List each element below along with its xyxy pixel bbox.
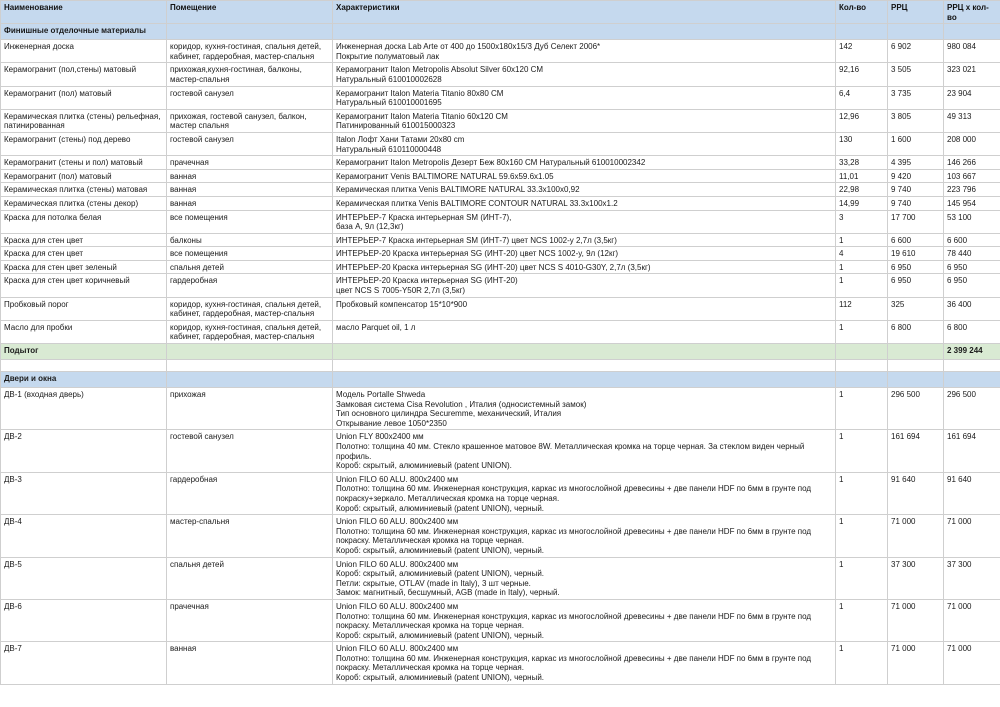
- cell-spec[interactable]: Union FILO 60 ALU. 800x2400 мм Полотно: толщина 60 мм. Инженерная конструкция, каркас из многослойной древесины + две панели HDF по 6мм в грунте под покраску. Металлическая кромка на торце черная. Короб: скрытый, алюминиевый (patent UNION), черный.: [333, 515, 836, 557]
- cell-room[interactable]: ванная: [167, 642, 333, 684]
- cell-name[interactable]: Керамогранит (пол) матовый: [1, 86, 167, 109]
- subtotal-value[interactable]: 2 399 244: [944, 344, 1000, 360]
- cell-name[interactable]: Керамическая плитка (стены) рельефная, патинированная: [1, 109, 167, 132]
- cell-qty[interactable]: 1: [836, 599, 888, 641]
- cell-spec[interactable]: Union FILO 60 ALU. 800x2400 мм Полотно: толщина 60 мм. Инженерная конструкция, каркас из многослойной древесины + две панели HDF по 6мм в грунте под покраску. Металлическая кромка на торце черная. Короб: скрытый, алюминиевый (patent UNION), черный.: [333, 599, 836, 641]
- cell-qty[interactable]: 1: [836, 515, 888, 557]
- cell-total[interactable]: 145 954: [944, 196, 1000, 210]
- table-row: [1, 642, 1000, 684]
- cell-name[interactable]: Керамическая плитка (стены) матовая: [1, 183, 167, 197]
- cell-room[interactable]: прачечная: [167, 156, 333, 170]
- cell-name[interactable]: ДВ-5: [1, 557, 167, 599]
- cell-total[interactable]: 323 021: [944, 63, 1000, 86]
- cell-name[interactable]: Краска для стен цвет: [1, 233, 167, 247]
- cell-room[interactable]: прачечная: [167, 599, 333, 641]
- cell-spec[interactable]: ИНТЕРЬЕР-7 Краска интерьерная SM (ИНТ-7), база А, 9л (12,3кг): [333, 210, 836, 233]
- cell-spec[interactable]: Union FILO 60 ALU. 800x2400 мм Полотно: толщина 60 мм. Инженерная конструкция, каркас из многослойной древесины + две панели HDF по 6мм в грунте под покраску+зеркало. Металлическая кромка на торце черная. Короб: скрытый, алюминиевый (patent UNION), черный.: [333, 472, 836, 514]
- cell-price[interactable]: 3 805: [888, 109, 944, 132]
- cell-room[interactable]: ванная: [167, 183, 333, 197]
- table-row: [1, 169, 1000, 183]
- table-row: [1, 430, 1000, 472]
- cell-total[interactable]: 71 000: [944, 515, 1000, 557]
- cell-total[interactable]: 146 266: [944, 156, 1000, 170]
- cell-price[interactable]: 296 500: [888, 388, 944, 430]
- cell-price[interactable]: 9 740: [888, 196, 944, 210]
- table-row: [1, 260, 1000, 274]
- cell-spec[interactable]: Керамическая плитка Venis BALTIMORE NATURAL 33.3x100x0,92: [333, 183, 836, 197]
- cell-price[interactable]: 161 694: [888, 430, 944, 472]
- section-doors-windows: [1, 372, 1000, 388]
- cell-price[interactable]: 3 505: [888, 63, 944, 86]
- table-row: [1, 183, 1000, 197]
- cell-spec[interactable]: ИНТЕРЬЕР-20 Краска интерьерная SG (ИНТ-20) цвет NCS S 4010-G30Y, 2,7л (3,5кг): [333, 260, 836, 274]
- cell-price[interactable]: 9 420: [888, 169, 944, 183]
- cell-name[interactable]: Керамогранит (стены) под дерево: [1, 132, 167, 155]
- cell-name[interactable]: Керамогранит (пол,стены) матовый: [1, 63, 167, 86]
- cell-qty[interactable]: 1: [836, 388, 888, 430]
- table-row: [1, 388, 1000, 430]
- subtotal-label[interactable]: Подытог: [1, 344, 167, 360]
- cell-qty[interactable]: 1: [836, 557, 888, 599]
- cell-qty[interactable]: 1: [836, 430, 888, 472]
- table-row: [1, 40, 1000, 63]
- cell-name[interactable]: Керамогранит (стены и пол) матовый: [1, 156, 167, 170]
- table-row: [1, 156, 1000, 170]
- cell-qty[interactable]: 92,16: [836, 63, 888, 86]
- cell-spec[interactable]: ИНТЕРЬЕР-7 Краска интерьерная SM (ИНТ-7) цвет NCS 1002-y 2,7л (3,5кг): [333, 233, 836, 247]
- header-spec[interactable]: Характеристики: [333, 1, 836, 24]
- cell-room[interactable]: коридор, кухня-гостиная, спальня детей, кабинет, гардеробная, мастер-спальня: [167, 40, 333, 63]
- cell-room[interactable]: все помещения: [167, 247, 333, 261]
- cell-price[interactable]: 4 395: [888, 156, 944, 170]
- cell-total[interactable]: 49 313: [944, 109, 1000, 132]
- cell-name[interactable]: Краска для потолка белая: [1, 210, 167, 233]
- cell-name[interactable]: Краска для стен цвет зеленый: [1, 260, 167, 274]
- header-qty[interactable]: Кол-во: [836, 1, 888, 24]
- cell-room[interactable]: балконы: [167, 233, 333, 247]
- header-price[interactable]: РРЦ: [888, 1, 944, 24]
- cell-total[interactable]: 103 667: [944, 169, 1000, 183]
- cell-total[interactable]: 223 796: [944, 183, 1000, 197]
- cell-total[interactable]: 296 500: [944, 388, 1000, 430]
- table-row: [1, 109, 1000, 132]
- cell-price[interactable]: 3 735: [888, 86, 944, 109]
- cell-total[interactable]: 36 400: [944, 297, 1000, 320]
- cell-qty[interactable]: 1: [836, 472, 888, 514]
- cell-spec[interactable]: Керамическая плитка Venis BALTIMORE CONTOUR NATURAL 33.3x100x1.2: [333, 196, 836, 210]
- cell-qty[interactable]: 3: [836, 210, 888, 233]
- cell-room[interactable]: коридор, кухня-гостиная, спальня детей, кабинет, гардеробная, мастер-спальня: [167, 297, 333, 320]
- cell-room[interactable]: прихожая,кухня-гостиная, балконы, мастер-спальня: [167, 63, 333, 86]
- table-row: [1, 63, 1000, 86]
- cell-total[interactable]: 71 000: [944, 599, 1000, 641]
- cell-name[interactable]: ДВ-3: [1, 472, 167, 514]
- cell-name[interactable]: Краска для стен цвет: [1, 247, 167, 261]
- section-title[interactable]: Двери и окна: [1, 372, 167, 388]
- cell-price[interactable]: 71 000: [888, 642, 944, 684]
- cell-spec[interactable]: ИНТЕРЬЕР-20 Краска интерьерная SG (ИНТ-20) цвет NCS S 7005-Y50R 2,7л (3,5кг): [333, 274, 836, 297]
- table-row: [1, 472, 1000, 514]
- cell-spec[interactable]: Пробковый компенсатор 15*10*900: [333, 297, 836, 320]
- cell-qty[interactable]: 130: [836, 132, 888, 155]
- cell-room[interactable]: спальня детей: [167, 260, 333, 274]
- cell-qty[interactable]: 1: [836, 274, 888, 297]
- cell-total[interactable]: 78 440: [944, 247, 1000, 261]
- table-row: [1, 233, 1000, 247]
- cell-qty[interactable]: 14,99: [836, 196, 888, 210]
- table-row: [1, 320, 1000, 343]
- table-row: [1, 86, 1000, 109]
- cell-price[interactable]: 325: [888, 297, 944, 320]
- cell-qty[interactable]: 4: [836, 247, 888, 261]
- cell-spec[interactable]: Union FILO 60 ALU. 800x2400 мм Полотно: толщина 60 мм. Инженерная конструкция, каркас из многослойной древесины + две панели HDF по 6мм в грунте под покраску. Металлическая кромка на торце черная. Короб: скрытый, алюминиевый (patent UNION), черный.: [333, 642, 836, 684]
- cell-spec[interactable]: Керамогранит Italon Metropolis Дезерт Беж 80x160 СМ Натуральный 610010002342: [333, 156, 836, 170]
- cell-qty[interactable]: 112: [836, 297, 888, 320]
- cell-total[interactable]: 37 300: [944, 557, 1000, 599]
- cell-spec[interactable]: Инженерная доска Lab Arte от 400 до 1500x180x15/3 Дуб Селект 2006* Покрытие полуматовый лак: [333, 40, 836, 63]
- cell-price[interactable]: 6 800: [888, 320, 944, 343]
- table-row: [1, 557, 1000, 599]
- cell-room[interactable]: гардеробная: [167, 472, 333, 514]
- subtotal-row: [1, 344, 1000, 360]
- table-row: [1, 515, 1000, 557]
- cell-price[interactable]: 37 300: [888, 557, 944, 599]
- cell-price[interactable]: 1 600: [888, 132, 944, 155]
- cell-room[interactable]: гостевой санузел: [167, 132, 333, 155]
- cell-price[interactable]: 6 600: [888, 233, 944, 247]
- cell-total[interactable]: 71 000: [944, 642, 1000, 684]
- cell-name[interactable]: Инженерная доска: [1, 40, 167, 63]
- cell-room[interactable]: спальня детей: [167, 557, 333, 599]
- cell-room[interactable]: прихожая, гостевой санузел, балкон, мастер спальня: [167, 109, 333, 132]
- cell-qty[interactable]: 33,28: [836, 156, 888, 170]
- cell-total[interactable]: 6 600: [944, 233, 1000, 247]
- table-row: [1, 210, 1000, 233]
- cell-qty[interactable]: 142: [836, 40, 888, 63]
- cell-price[interactable]: 91 640: [888, 472, 944, 514]
- cell-total[interactable]: 91 640: [944, 472, 1000, 514]
- table-row: [1, 132, 1000, 155]
- section-finishing-materials: [1, 24, 1000, 40]
- cell-room[interactable]: все помещения: [167, 210, 333, 233]
- cell-name[interactable]: ДВ-7: [1, 642, 167, 684]
- cell-qty[interactable]: 1: [836, 320, 888, 343]
- table-row: [1, 274, 1000, 297]
- cell-spec[interactable]: Union FLY 800x2400 мм Полотно: толщина 40 мм. Стекло крашенное матовое 8W. Металлическая кромка на торце черная. За стеклом виден черный профиль. Короб: скрытый, алюминиевый (patent UNION).: [333, 430, 836, 472]
- cell-name[interactable]: Краска для стен цвет коричневый: [1, 274, 167, 297]
- cell-spec[interactable]: Модель Portalle Shweda Замковая система Cisa Revolution , Италия (односистемный замок) Тип основного цилиндра Securemme, механический, Италия Открывание левое 1050*2350: [333, 388, 836, 430]
- cell-room[interactable]: мастер-спальня: [167, 515, 333, 557]
- cell-price[interactable]: 6 950: [888, 274, 944, 297]
- cell-total[interactable]: 161 694: [944, 430, 1000, 472]
- cell-total[interactable]: 53 100: [944, 210, 1000, 233]
- table-row: [1, 599, 1000, 641]
- cell-room[interactable]: гостевой санузел: [167, 430, 333, 472]
- cell-total[interactable]: 6 950: [944, 274, 1000, 297]
- table-row: [1, 196, 1000, 210]
- cell-spec[interactable]: ИНТЕРЬЕР-20 Краска интерьерная SG (ИНТ-20) цвет NCS 1002-y, 9л (12кг): [333, 247, 836, 261]
- header-row: [1, 1, 1000, 24]
- header-name[interactable]: Наименование: [1, 1, 167, 24]
- cell-name[interactable]: ДВ-2: [1, 430, 167, 472]
- cell-spec[interactable]: Italon Лофт Хани Татами 20x80 cm Натуральный 610110000448: [333, 132, 836, 155]
- cell-price[interactable]: 6 950: [888, 260, 944, 274]
- cell-total[interactable]: 208 000: [944, 132, 1000, 155]
- cell-room[interactable]: коридор, кухня-гостиная, спальня детей, кабинет, гардеробная, мастер-спальня: [167, 320, 333, 343]
- cell-qty[interactable]: 1: [836, 260, 888, 274]
- cell-price[interactable]: 71 000: [888, 599, 944, 641]
- header-room[interactable]: Помещение: [167, 1, 333, 24]
- cell-price[interactable]: 71 000: [888, 515, 944, 557]
- cell-spec[interactable]: Керамогранит Italon Materia Titanio 80x80 СМ Натуральный 610010001695: [333, 86, 836, 109]
- cell-room[interactable]: прихожая: [167, 388, 333, 430]
- cell-qty[interactable]: 6,4: [836, 86, 888, 109]
- cell-spec[interactable]: Керамогранит Venis BALTIMORE NATURAL 59.6x59.6x1.05: [333, 169, 836, 183]
- cell-price[interactable]: 19 610: [888, 247, 944, 261]
- cell-qty[interactable]: 12,96: [836, 109, 888, 132]
- cell-name[interactable]: Масло для пробки: [1, 320, 167, 343]
- cell-qty[interactable]: 1: [836, 642, 888, 684]
- cell-spec[interactable]: Union FILO 60 ALU. 800x2400 мм Короб: скрытый, алюминиевый (patent UNION), черный. Петли: скрытые, OTLAV (made in Italy), 3 шт черные. Замок: магнитный, бесшумный, AGB (made in Italy), черный.: [333, 557, 836, 599]
- cell-spec[interactable]: Керамогранит Italon Materia Titanio 60x120 СМ Патинированный 610015000323: [333, 109, 836, 132]
- cell-name[interactable]: ДВ-6: [1, 599, 167, 641]
- cell-room[interactable]: ванная: [167, 196, 333, 210]
- cell-qty[interactable]: 22,98: [836, 183, 888, 197]
- cell-name[interactable]: Пробковый порог: [1, 297, 167, 320]
- table-row: [1, 247, 1000, 261]
- cell-room[interactable]: гардеробная: [167, 274, 333, 297]
- blank-row: [1, 360, 1000, 372]
- cell-name[interactable]: Керамогранит (пол) матовый: [1, 169, 167, 183]
- cell-total[interactable]: 980 084: [944, 40, 1000, 63]
- cell-room[interactable]: гостевой санузел: [167, 86, 333, 109]
- cell-name[interactable]: ДВ-4: [1, 515, 167, 557]
- section-title[interactable]: Финишные отделочные материалы: [1, 24, 167, 40]
- cell-spec[interactable]: масло Parquet oil, 1 л: [333, 320, 836, 343]
- cell-qty[interactable]: 11,01: [836, 169, 888, 183]
- cell-room[interactable]: ванная: [167, 169, 333, 183]
- cell-spec[interactable]: Керамогранит Italon Metropolis Absolut Silver 60x120 СМ Натуральный 610010002628: [333, 63, 836, 86]
- cell-name[interactable]: ДВ-1 (входная дверь): [1, 388, 167, 430]
- cell-total[interactable]: 6 950: [944, 260, 1000, 274]
- cell-total[interactable]: 23 904: [944, 86, 1000, 109]
- table-row: [1, 297, 1000, 320]
- cell-price[interactable]: 9 740: [888, 183, 944, 197]
- cell-name[interactable]: Керамическая плитка (стены декор): [1, 196, 167, 210]
- cell-price[interactable]: 6 902: [888, 40, 944, 63]
- cell-price[interactable]: 17 700: [888, 210, 944, 233]
- cell-qty[interactable]: 1: [836, 233, 888, 247]
- header-total[interactable]: РРЦ х кол-во: [944, 1, 1000, 24]
- cell-total[interactable]: 6 800: [944, 320, 1000, 343]
